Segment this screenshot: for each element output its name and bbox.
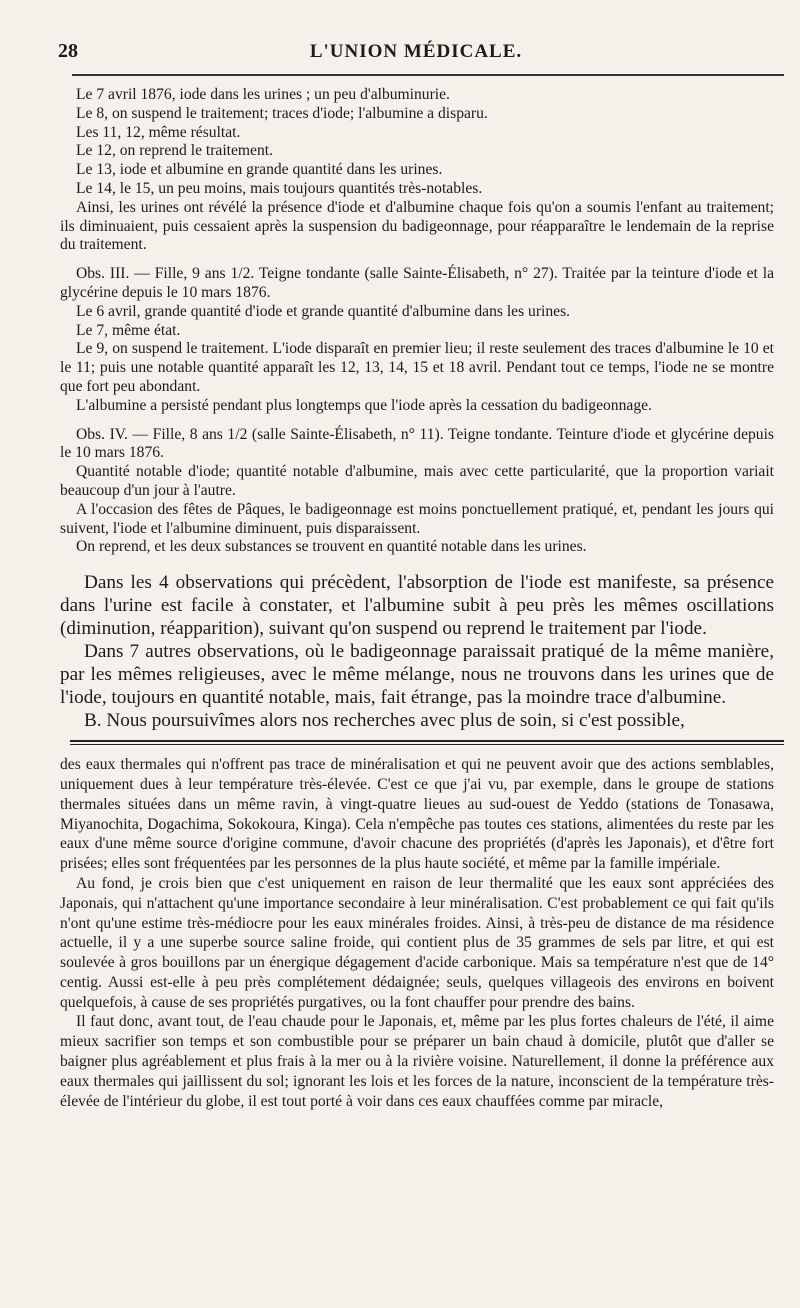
- obs4-line: Quantité notable d'iode; quantité notable d'albumine, mais avec cette particularité, que la proportion variait beaucoup d'un jour à l'autre.: [60, 463, 774, 499]
- obs3-line: L'albumine a persisté pendant plus longtemps que l'iode après la cessation du badigeonnage.: [76, 396, 652, 414]
- feuilleton-paragraph: Il faut donc, avant tout, de l'eau chaude pour le Japonais, et, même par les plus fortes chaleurs de l'été, il aime mieux sacrifier son temps et son combustible pour se préparer un bain chaud à domicile, plutôt que d'aller se baigner plus agréablement et plus frais à la mer ou à la rivière voisine. Naturellement, il donne la préférence aux eaux thermales qui jaillissent du sol; ignorant les lois et les forces de la nature, inconscient de la température très-élevée de l'intérieur du globe, il est tout porté à voir dans ces eaux chauffées comme par miracle,: [60, 1013, 774, 1110]
- obs4-heading: Obs. IV. — Fille, 8 ans 1/2 (salle Sainte-Élisabeth, n° 11). Teigne tondante. Teinture d'iode et glycérine depuis le 10 mars 1876.: [60, 425, 774, 462]
- obs3-line: Le 6 avril, grande quantité d'iode et grande quantité d'albumine dans les urines.: [76, 302, 571, 320]
- obs2-line: Le 8, on suspend le traitement; traces d'iode; l'albumine a disparu.: [76, 104, 488, 122]
- obs4-line: On reprend, et les deux substances se trouvent en quantité notable dans les urines.: [76, 538, 587, 556]
- feuilleton-paragraph: des eaux thermales qui n'offrent pas trace de minéralisation et qui ne peuvent avoir que des actions semblables, uniquement dues à leur température très-élevée. C'est ce que j'ai vu, par exemple, dans le groupe de stations thermales situées dans un même ravin, à vingt-quatre lieues au sud-ouest de Yeddo (stations de Tonasawa, Miyanochita, Dogachima, Sokokoura, Kinga). Cela n'empêche pas toutes ces stations, alimentées du reste par les eaux d'une même source d'origine commune, d'avoir chacune des propriétés (d'après les Japonais), et d'être fort prisées; elles sont fréquentées par les personnes de la plus haute société, et même par la famille impériale.: [60, 756, 774, 873]
- running-header: [60, 40, 774, 70]
- feuilleton: [60, 755, 774, 1111]
- obs2-line: Le 7 avril 1876, iode dans les urines ; un peu d'albuminurie.: [76, 86, 450, 103]
- main-text: [60, 571, 774, 732]
- obs3-heading: Obs. III. — Fille, 9 ans 1/2. Teigne tondante (salle Sainte-Élisabeth, n° 27). Traitée par la teinture d'iode et la glycérine depuis le 10 mars 1876.: [60, 265, 774, 301]
- observation-3: [60, 265, 774, 415]
- obs2-line: Le 14, le 15, un peu moins, mais toujours quantités très-notables.: [76, 179, 483, 197]
- obs2-summary: Ainsi, les urines ont révélé la présence d'iode et d'albumine chaque fois qu'on a soumis l'enfant au traitement; ils diminuaient, puis cessaient après la suspension du badigeonnage, pour réapparaître le lendemain de la reprise du traitement.: [60, 198, 774, 254]
- page-number: 28: [58, 40, 78, 62]
- feuilleton-separator: [70, 740, 784, 745]
- feuilleton-paragraph: Au fond, je crois bien que c'est uniquement en raison de leur thermalité que les eaux sont appréciées des Japonais, qui n'attachent qu'une importance secondaire à leur minéralisation. C'est probablement ce qui fait qu'ils n'ont qu'une estime très-médiocre pour les eaux minérales froides. Ainsi, à très-peu de distance de ma résidence actuelle, il y a une superbe source saline froide, qui contient plus de 35 grammes de sels par litre, et qui est soulevée à gros bouillons par un énergique dégagement d'acide carbonique. Mais sa température n'est que de 14° centig. Aussi est-elle à peu près complétement dédaignée; seuls, quelques villageois des environs en boivent quelquefois, à cause de ses propriétés purgatives, ou la font chauffer pour prendre des bains.: [60, 874, 774, 1011]
- obs2-line: Le 12, on reprend le traitement.: [76, 142, 274, 160]
- main-paragraph: Dans 7 autres observations, où le badigeonnage paraissait pratiqué de la même manière, par les mêmes religieuses, avec le même mélange, nous ne trouvons dans les urines que de l'iode, toujours en quantité notable, mais, fait étrange, pas la moindre trace d'albumine.: [60, 641, 774, 709]
- main-paragraph: B. Nous poursuivîmes alors nos recherches avec plus de soin, si c'est possible,: [84, 710, 685, 732]
- observation-4: [60, 426, 774, 558]
- obs4-line: A l'occasion des fêtes de Pâques, le badigeonnage est moins ponctuellement pratiqué, et, pendant les jours qui suivent, l'iode et l'albumine diminuent, puis disparaissent.: [60, 500, 774, 537]
- header-rule: [72, 74, 784, 76]
- main-paragraph: Dans les 4 observations qui précèdent, l'absorption de l'iode est manifeste, sa présence dans l'urine est facile à constater, et l'albumine subit à peu près les mêmes oscillations (diminution, réapparition), suivant qu'on suspend ou reprend le traitement par l'iode.: [60, 572, 774, 640]
- observation-2-tail: [60, 86, 774, 255]
- obs3-line: Le 9, on suspend le traitement. L'iode disparaît en premier lieu; il reste seulement des traces d'albumine le 10 et le 11; puis une notable quantité apparaît les 12, 13, 14, 15 et 18 avril. Pendant tout ce temps, l'iode ne se montre que fort peu abondant.: [60, 340, 774, 395]
- obs3-line: Le 7, même état.: [76, 321, 181, 339]
- journal-title: L'UNION MÉDICALE.: [309, 41, 523, 62]
- obs2-line: Le 13, iode et albumine en grande quantité dans les urines.: [76, 161, 443, 179]
- obs2-line: Les 11, 12, même résultat.: [76, 123, 241, 141]
